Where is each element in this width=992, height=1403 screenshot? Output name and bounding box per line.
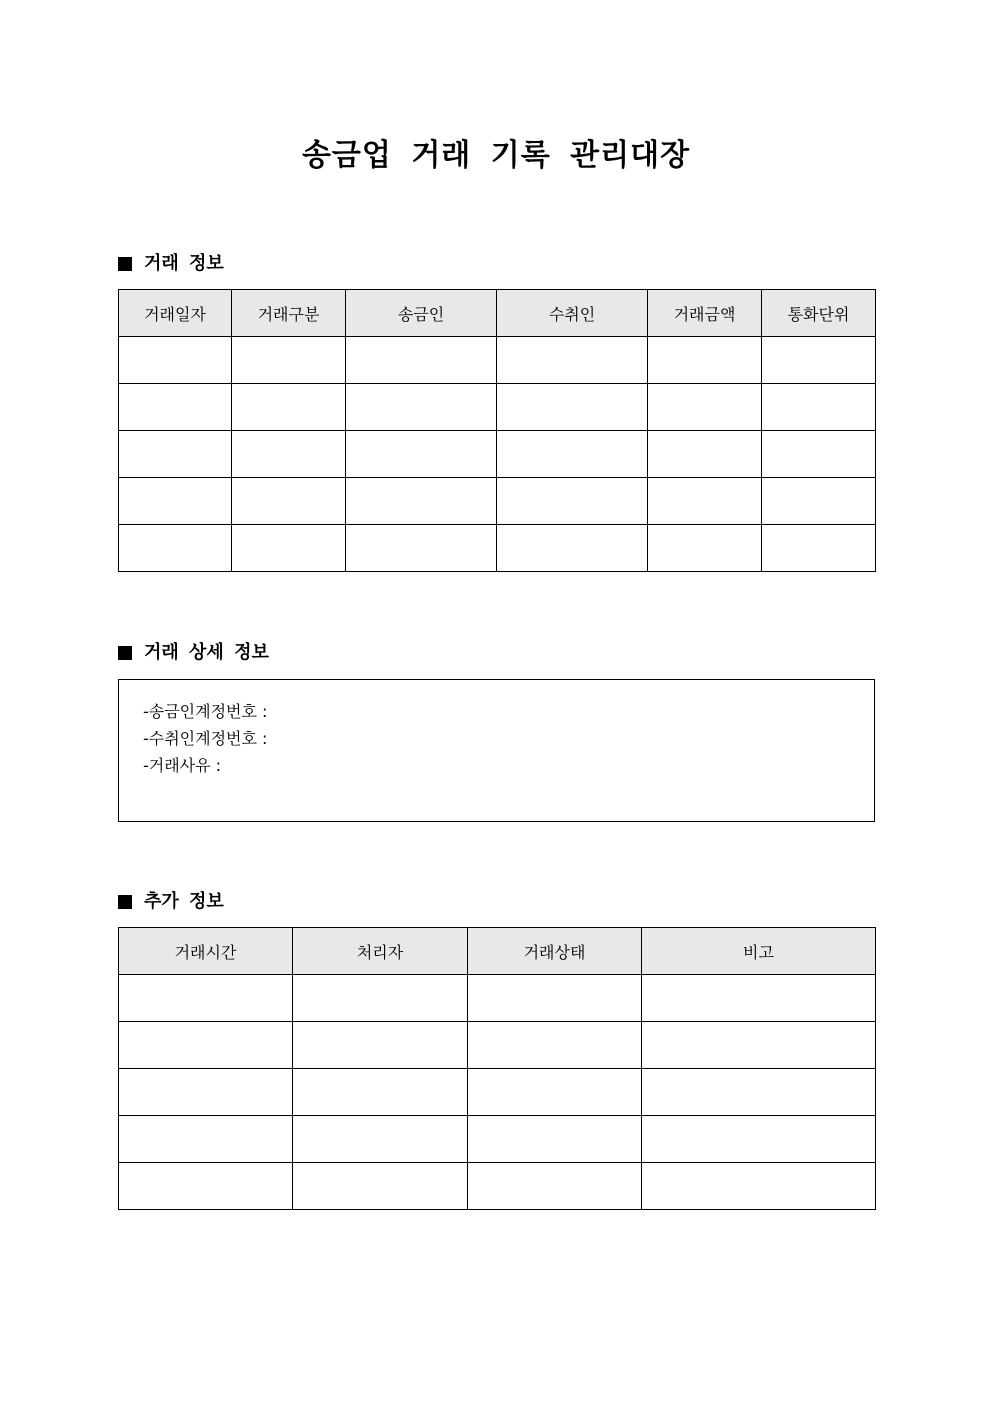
table-row (119, 1022, 876, 1069)
column-header: 거래구분 (232, 290, 346, 337)
table-cell[interactable] (648, 431, 762, 478)
table-cell[interactable] (468, 1163, 642, 1210)
table-cell[interactable] (232, 384, 346, 431)
table-cell[interactable] (119, 384, 232, 431)
section-heading-additional-info (118, 890, 224, 914)
table-row (119, 478, 876, 525)
table-cell[interactable] (648, 478, 762, 525)
table-cell[interactable] (648, 337, 762, 384)
square-bullet-icon (118, 257, 132, 271)
table-cell[interactable] (648, 384, 762, 431)
table-cell[interactable] (468, 1116, 642, 1163)
table-cell[interactable] (468, 975, 642, 1022)
table-cell[interactable] (293, 975, 468, 1022)
column-header: 수취인 (497, 290, 648, 337)
table-cell[interactable] (232, 431, 346, 478)
section-heading-transaction-info (118, 252, 224, 276)
table-cell[interactable] (497, 525, 648, 572)
table-cell[interactable] (497, 431, 648, 478)
table-cell[interactable] (648, 525, 762, 572)
table-cell[interactable] (762, 337, 876, 384)
table-header-row (119, 928, 876, 975)
detail-lines (143, 698, 267, 779)
column-header: 거래일자 (119, 290, 232, 337)
table-row (119, 384, 876, 431)
table-cell[interactable] (119, 478, 232, 525)
receiver-account-line: -수취인계정번호 : (143, 729, 268, 748)
column-header: 송금인 (346, 290, 497, 337)
table-cell[interactable] (119, 975, 293, 1022)
table-cell[interactable] (642, 975, 876, 1022)
table-cell[interactable] (293, 1163, 468, 1210)
table-cell[interactable] (762, 525, 876, 572)
table-cell[interactable] (497, 337, 648, 384)
page-title: 송금업 거래 기록 관리대장 (301, 138, 691, 173)
section-heading-label: 추가 정보 (144, 891, 224, 912)
table-cell[interactable] (346, 337, 497, 384)
table-cell[interactable] (119, 525, 232, 572)
table-cell[interactable] (232, 525, 346, 572)
column-header: 거래시간 (119, 928, 293, 975)
table-cell[interactable] (642, 1069, 876, 1116)
table-cell[interactable] (232, 478, 346, 525)
table-cell[interactable] (762, 384, 876, 431)
table-row (119, 337, 876, 384)
table-row (119, 975, 876, 1022)
table-cell[interactable] (346, 525, 497, 572)
table-row (119, 431, 876, 478)
table-cell[interactable] (232, 337, 346, 384)
table-cell[interactable] (293, 1069, 468, 1116)
table-header-row (119, 290, 876, 337)
table-cell[interactable] (119, 1022, 293, 1069)
additional-info-table (118, 927, 876, 1210)
transaction-info-table (118, 289, 876, 572)
column-header: 처리자 (293, 928, 468, 975)
transaction-reason-line: -거래사유 : (143, 756, 222, 775)
table-cell[interactable] (642, 1022, 876, 1069)
table-row (119, 1163, 876, 1210)
table-cell[interactable] (642, 1163, 876, 1210)
table-cell[interactable] (119, 337, 232, 384)
table-cell[interactable] (497, 478, 648, 525)
square-bullet-icon (118, 646, 132, 660)
table-cell[interactable] (762, 478, 876, 525)
table-cell[interactable] (762, 431, 876, 478)
table-row (119, 1069, 876, 1116)
sender-account-line: -송금인계정번호 : (143, 702, 268, 721)
table-cell[interactable] (119, 1069, 293, 1116)
section-heading-transaction-details (118, 641, 269, 665)
section-heading-label: 거래 정보 (144, 253, 224, 274)
table-cell[interactable] (293, 1022, 468, 1069)
table-cell[interactable] (119, 1163, 293, 1210)
table-cell[interactable] (346, 478, 497, 525)
table-cell[interactable] (346, 431, 497, 478)
table-row (119, 525, 876, 572)
table-cell[interactable] (497, 384, 648, 431)
table-row (119, 1116, 876, 1163)
column-header: 통화단위 (762, 290, 876, 337)
column-header: 비고 (642, 928, 876, 975)
square-bullet-icon (118, 895, 132, 909)
table-cell[interactable] (119, 1116, 293, 1163)
table-cell[interactable] (293, 1116, 468, 1163)
section-heading-label: 거래 상세 정보 (144, 642, 269, 663)
table-cell[interactable] (468, 1022, 642, 1069)
table-cell[interactable] (468, 1069, 642, 1116)
table-cell[interactable] (119, 431, 232, 478)
table-cell[interactable] (642, 1116, 876, 1163)
transaction-details-box[interactable] (118, 679, 875, 822)
table-cell[interactable] (346, 384, 497, 431)
column-header: 거래상태 (468, 928, 642, 975)
column-header: 거래금액 (648, 290, 762, 337)
